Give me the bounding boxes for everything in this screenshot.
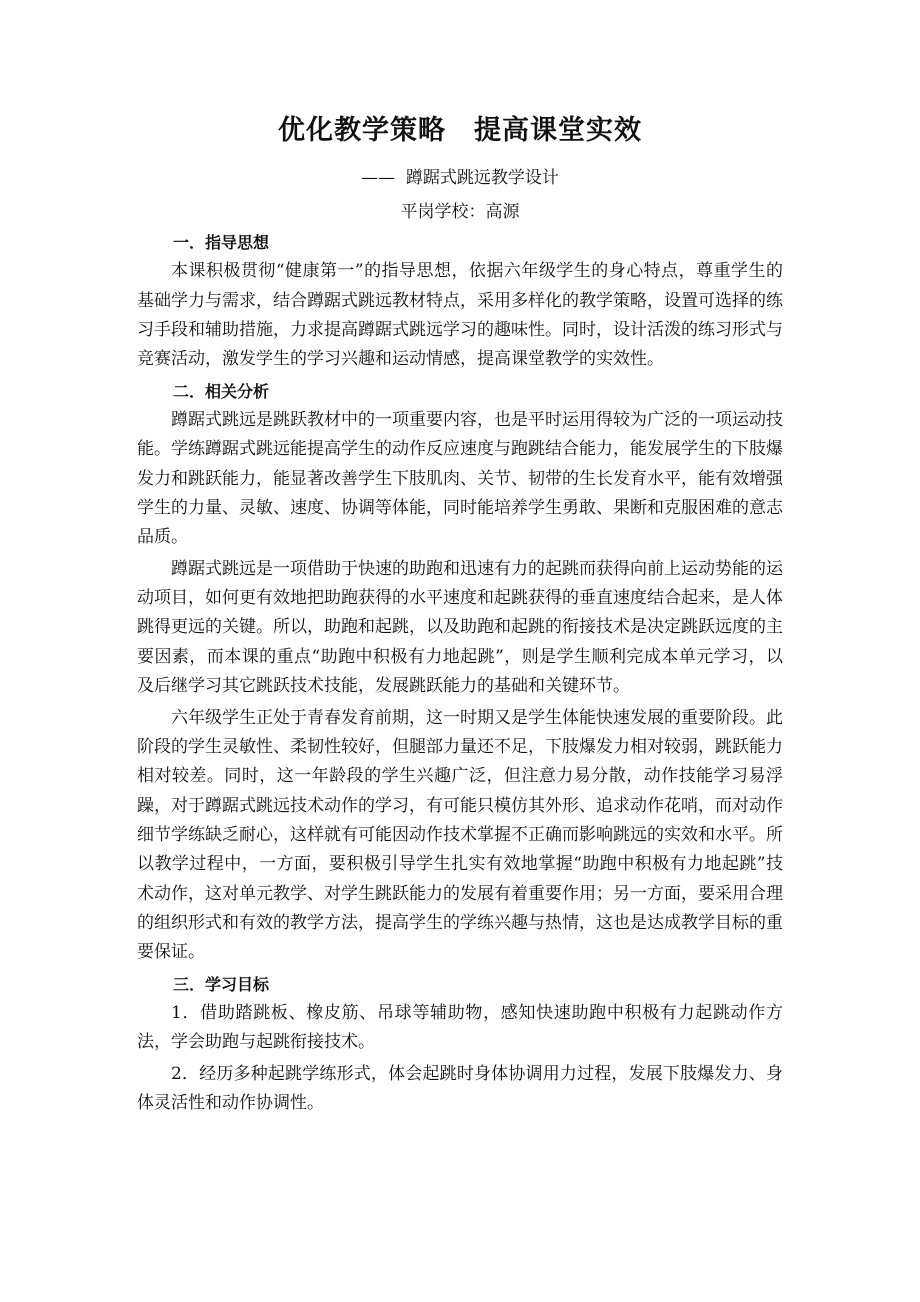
paragraph: 2．经历多种起跳学练形式，体会起跳时身体协调用力过程，发展下肢爆发力、身体灵活性和动作协调性。 xyxy=(137,1063,783,1113)
section-heading: 三．学习目标 xyxy=(173,974,270,994)
section-heading: 一．指导思想 xyxy=(173,233,270,252)
section-heading: 二．相关分析 xyxy=(173,381,270,401)
paragraph: 本课积极贯彻“健康第一”的指导思想，依据六年级学生的身心特点，尊重学生的基础学力与需求，结合蹲踞式跳远教材特点，采用多样化的教学策略，设置可选择的练习手段和辅助措施，力求提高蹲踞式跳远学习的趣味性。同时，设计活泼的练习形式与竞赛活动，激发学生的学习兴趣和运动情感，提高课堂教学的实效性。 xyxy=(137,261,783,370)
document-author: 平岗学校：高源 xyxy=(400,202,520,222)
document-subtitle: —— 蹲踞式跳远教学设计 xyxy=(361,168,559,188)
document-title: 优化教学策略 提高课堂实效 xyxy=(278,115,642,146)
paragraph: 蹲踞式跳远是一项借助于快速的助跑和迅速有力的起跳而获得向前上运动势能的运动项目，如何更有效地把助跑获得的水平速度和起跳获得的垂直速度结合起来，是人体跳得更远的关键。所以，助跑和起跳，以及助跑和起跳的衔接技术是决定跳跃远度的主要因素，而本课的重点“助跑中积极有力地起跳”，则是学生顺利完成本单元学习，以及后继学习其它跳跃技术技能，发展跳跃能力的基础和关键环节。 xyxy=(137,558,783,697)
paragraph: 1．借助踏跳板、橡皮筋、吊球等辅助物，感知快速助跑中积极有力起跳动作方法，学会助跑与起跳衔接技术。 xyxy=(137,1002,783,1053)
document-body xyxy=(137,228,783,1118)
paragraph: 六年级学生正处于青春发育前期，这一时期又是学生体能快速发展的重要阶段。此阶段的学生灵敏性、柔韧性较好，但腿部力量还不足，下肢爆发力相对较弱，跳跃能力相对较差。同时，这一年龄段的学生兴趣广泛，但注意力易分散，动作技能学习易浮躁，对于蹲踞式跳远技术动作的学习，有可能只模仿其外形、追求动作花哨，而对动作细节学练缺乏耐心，这样就有可能因动作技术掌握不正确而影响跳远的实效和水平。所以教学过程中，一方面，要积极引导学生扎实有效地掌握“助跑中积极有力地起跳”技术动作，这对单元教学、对学生跳跃能力的发展有着重要作用；另一方面，要采用合理的组织形式和有效的教学方法，提高学生的学练兴趣与热情，这也是达成教学目标的重要保证。 xyxy=(137,707,783,963)
paragraph: 蹲踞式跳远是跳跃教材中的一项重要内容，也是平时运用得较为广泛的一项运动技能。学练蹲踞式跳远能提高学生的动作反应速度与跑跳结合能力，能发展学生的下肢爆发力和跳跃能力，能显著改善学生下肢肌肉、关节、韧带的生长发育水平，能有效增强学生的力量、灵敏、速度、协调等体能，同时能培养学生勇敢、果断和克服困难的意志品质。 xyxy=(137,410,783,548)
